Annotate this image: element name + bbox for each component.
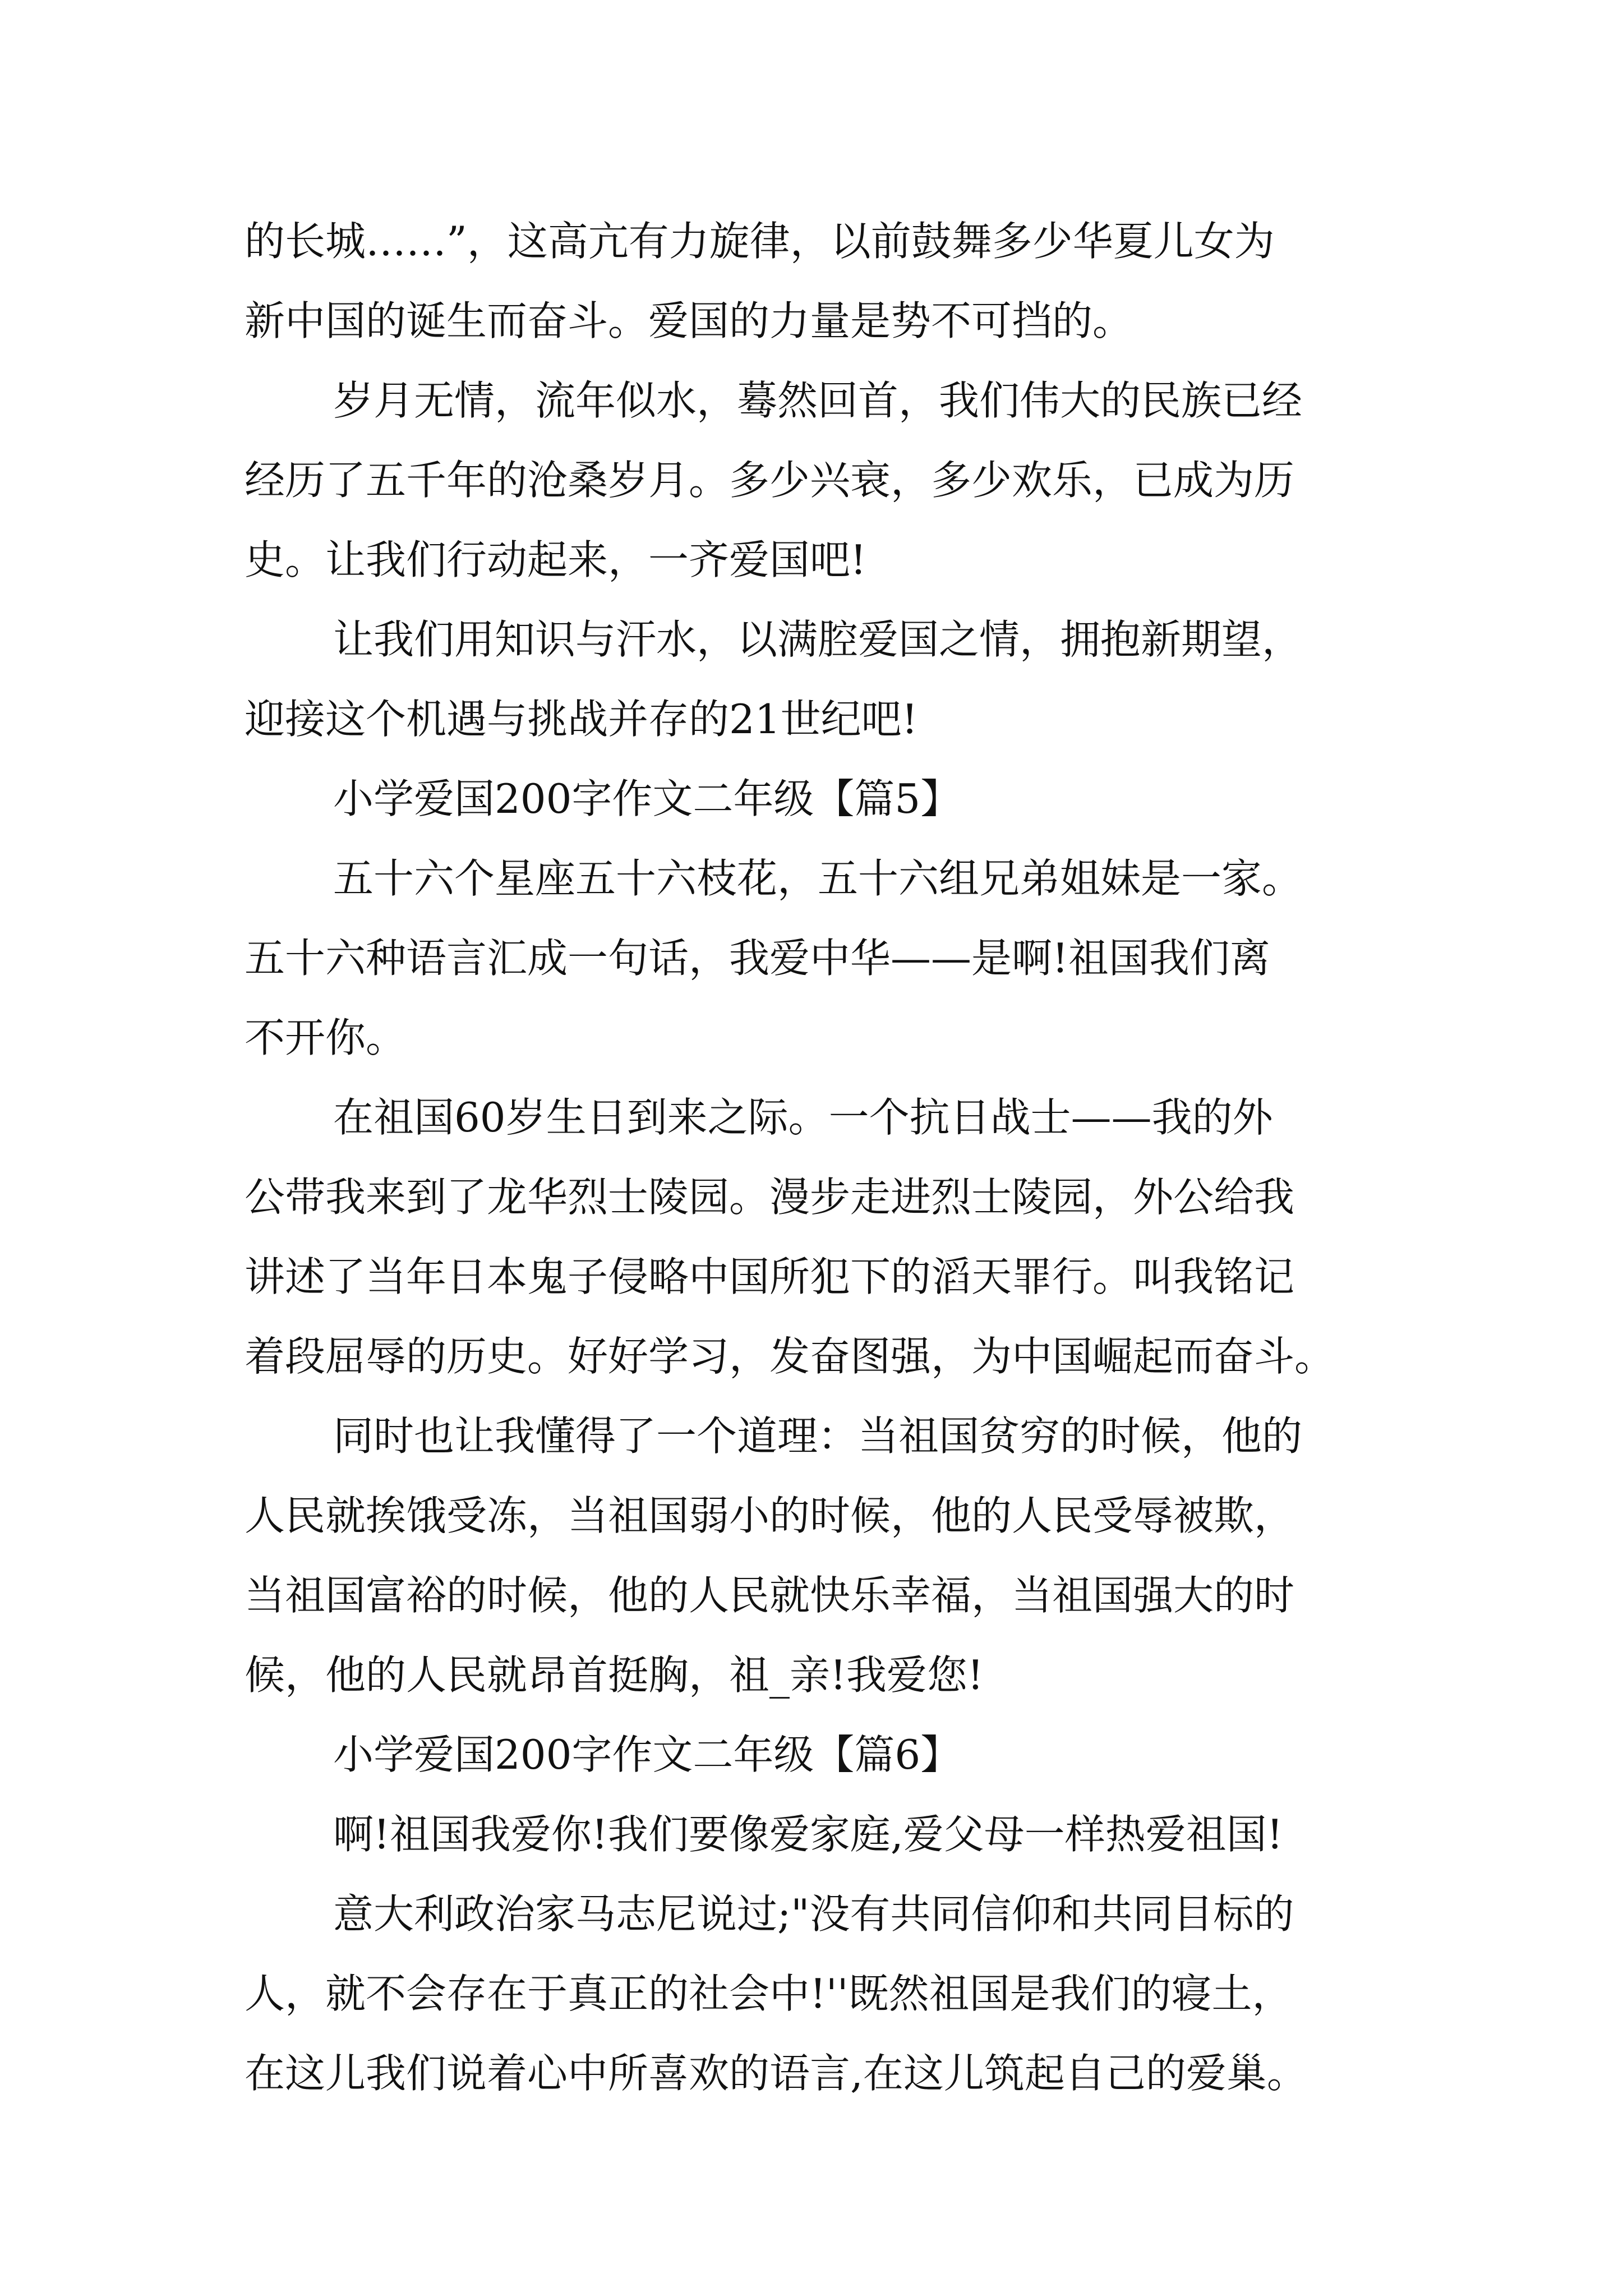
text-line: 新中国的诞生而奋斗。爱国的力量是势不可挡的。 (245, 297, 1133, 344)
text-line: 五十六种语言汇成一句话，我爱中华——是啊!祖国我们离 (245, 935, 1270, 982)
section-heading: 小学爱国200字作文二年级【篇5】 (333, 775, 961, 822)
text-line: 不开你。 (245, 1014, 407, 1061)
text-line: 史。让我们行动起来，一齐爱国吧! (245, 536, 866, 583)
text-line: 当祖国富裕的时候，他的人民就快乐幸福，当祖国强大的时 (245, 1572, 1295, 1619)
text-line: 人，就不会存在于真正的社会中!''既然祖国是我们的寝土， (245, 1970, 1293, 2017)
text-line: 迎接这个机遇与挑战并存的21世纪吧! (245, 696, 918, 743)
text-line: 在祖国60岁生日到来之际。一个抗日战士——我的外 (333, 1094, 1273, 1141)
text-line: 在这儿我们说着心中所喜欢的语言,在这儿筑起自己的爱巢。 (245, 2050, 1307, 2097)
text-line: 啊!祖国我爱你!我们要像爱家庭,爱父母一样热爱祖国! (333, 1811, 1283, 1858)
text-line: 经历了五千年的沧桑岁月。多少兴衰，多少欢乐，已成为历 (245, 457, 1295, 504)
text-line: 候，他的人民就昂首挺胸，祖_亲!我爱您! (245, 1651, 984, 1699)
text-line: 着段屈辱的历史。好好学习，发奋图强，为中国崛起而奋斗。 (245, 1333, 1335, 1380)
text-line: 同时也让我懂得了一个道理：当祖国贫穷的时候，他的 (333, 1412, 1303, 1460)
text-line: 五十六个星座五十六枝花，五十六组兄弟姐妹是一家。 (333, 855, 1303, 902)
text-line: 讲述了当年日本鬼子侵略中国所犯下的滔天罪行。叫我铭记 (245, 1253, 1295, 1300)
text-line: 人民就挨饿受冻，当祖国弱小的时候，他的人民受辱被欺， (245, 1492, 1295, 1539)
section-heading: 小学爱国200字作文二年级【篇6】 (333, 1731, 961, 1778)
text-line: 意大利政治家马志尼说过;"没有共同信仰和共同目标的 (333, 1890, 1294, 1938)
text-line: 让我们用知识与汗水，以满腔爱国之情，拥抱新期望， (333, 616, 1303, 663)
text-line: 公带我来到了龙华烈士陵园。漫步走进烈士陵园，外公给我 (245, 1174, 1295, 1221)
text-line: 岁月无情，流年似水，蓦然回首，我们伟大的民族已经 (333, 377, 1303, 424)
text-line: 的长城……”，这高亢有力旋律，以前鼓舞多少华夏儿女为 (245, 218, 1275, 265)
